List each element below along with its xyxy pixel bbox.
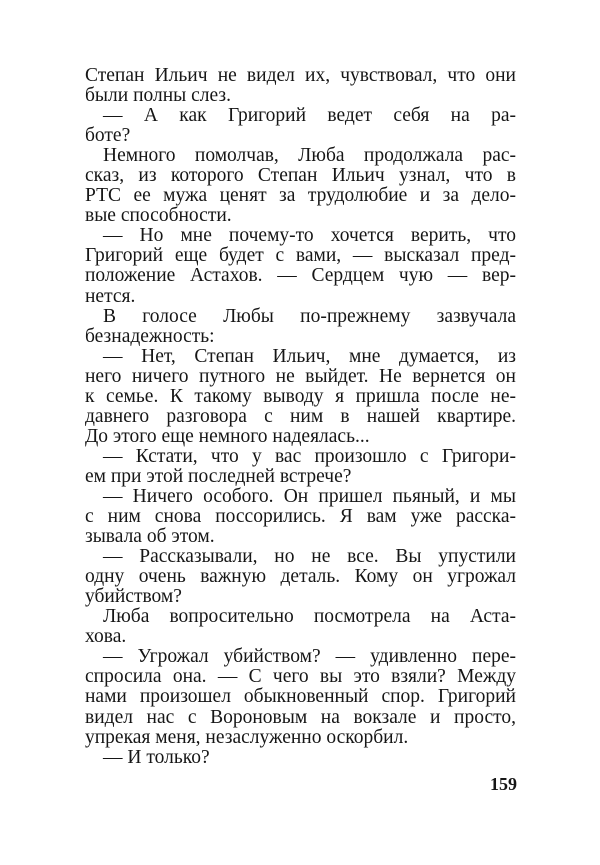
paragraph [85, 226, 516, 306]
text-line: До этого еще немного надеялась... [85, 425, 370, 447]
paragraph [85, 106, 516, 146]
text-line: вые способности. [85, 205, 232, 227]
text-line: с ним снова поссорились. Я вам уже расска- [85, 506, 516, 528]
paragraph [85, 647, 516, 747]
text-line: Люба вопросительно посмотрела на Аста- [103, 606, 516, 628]
paragraph [85, 66, 516, 106]
text-line: упрекая меня, незаслуженно оскорбил. [85, 726, 409, 748]
paragraph [85, 487, 516, 547]
paragraph [85, 347, 516, 447]
text-line: — А как Григорий ведет себя на ра- [103, 105, 516, 127]
text-line: положение Астахов. — Сердцем чую — вер- [85, 265, 516, 287]
text-line: Немного помолчав, Люба продолжала рас- [103, 145, 516, 167]
book-page-text [85, 66, 516, 768]
text-line: хова. [85, 626, 127, 648]
paragraph [85, 307, 516, 347]
text-line: РТС ее мужа ценят за трудолюбие и за дело- [85, 185, 516, 207]
page-number: 159 [490, 774, 517, 794]
text-line: Григорий еще будет с вами, — высказал пред- [85, 245, 516, 267]
text-line: — Ничего особого. Он пришел пьяный, и мы [103, 485, 516, 507]
text-line: боте? [85, 125, 131, 147]
text-line: спросила она. — С чего вы это взяли? Между [85, 666, 516, 688]
text-line: — Кстати, что у вас произошло с Григори- [103, 445, 516, 467]
paragraph [85, 607, 516, 647]
text-line: давнего разговора с ним в нашей квартире. [85, 405, 516, 427]
text-line: нами произошел обыкновенный спор. Григорий [85, 686, 516, 708]
text-line: — Рассказывали, но не все. Вы упустили [103, 546, 516, 568]
text-line: зывала об этом. [85, 526, 215, 548]
text-line: одну очень важную деталь. Кому он угрожал [85, 566, 516, 588]
text-line: — И только? [103, 746, 210, 768]
text-line: к семье. К такому выводу я пришла после не- [85, 385, 516, 407]
text-line: убийством? [85, 586, 182, 608]
text-line: В голосе Любы по-прежнему зазвучала [103, 305, 516, 327]
text-line: — Нет, Степан Ильич, мне думается, из [103, 345, 516, 367]
paragraph [85, 146, 516, 226]
text-line: были полны слез. [85, 85, 231, 107]
paragraph [85, 748, 516, 768]
text-line: — Но мне почему-то хочется верить, что [103, 225, 516, 247]
text-line: нется. [85, 285, 136, 307]
text-line: Степан Ильич не видел их, чувствовал, что они [85, 65, 516, 86]
paragraph [85, 547, 516, 607]
paragraph [85, 447, 516, 487]
text-line: него ничего путного не выйдет. Не вернется он [85, 365, 516, 387]
text-line: сказ, из которого Степан Ильич узнал, что в [85, 165, 516, 187]
text-line: ем при этой последней встрече? [85, 465, 352, 487]
text-line: безнадежность: [85, 325, 215, 347]
text-line: видел нас с Вороновым на вокзале и просто, [85, 706, 516, 728]
text-line: — Угрожал убийством? — удивленно пере- [103, 646, 516, 668]
